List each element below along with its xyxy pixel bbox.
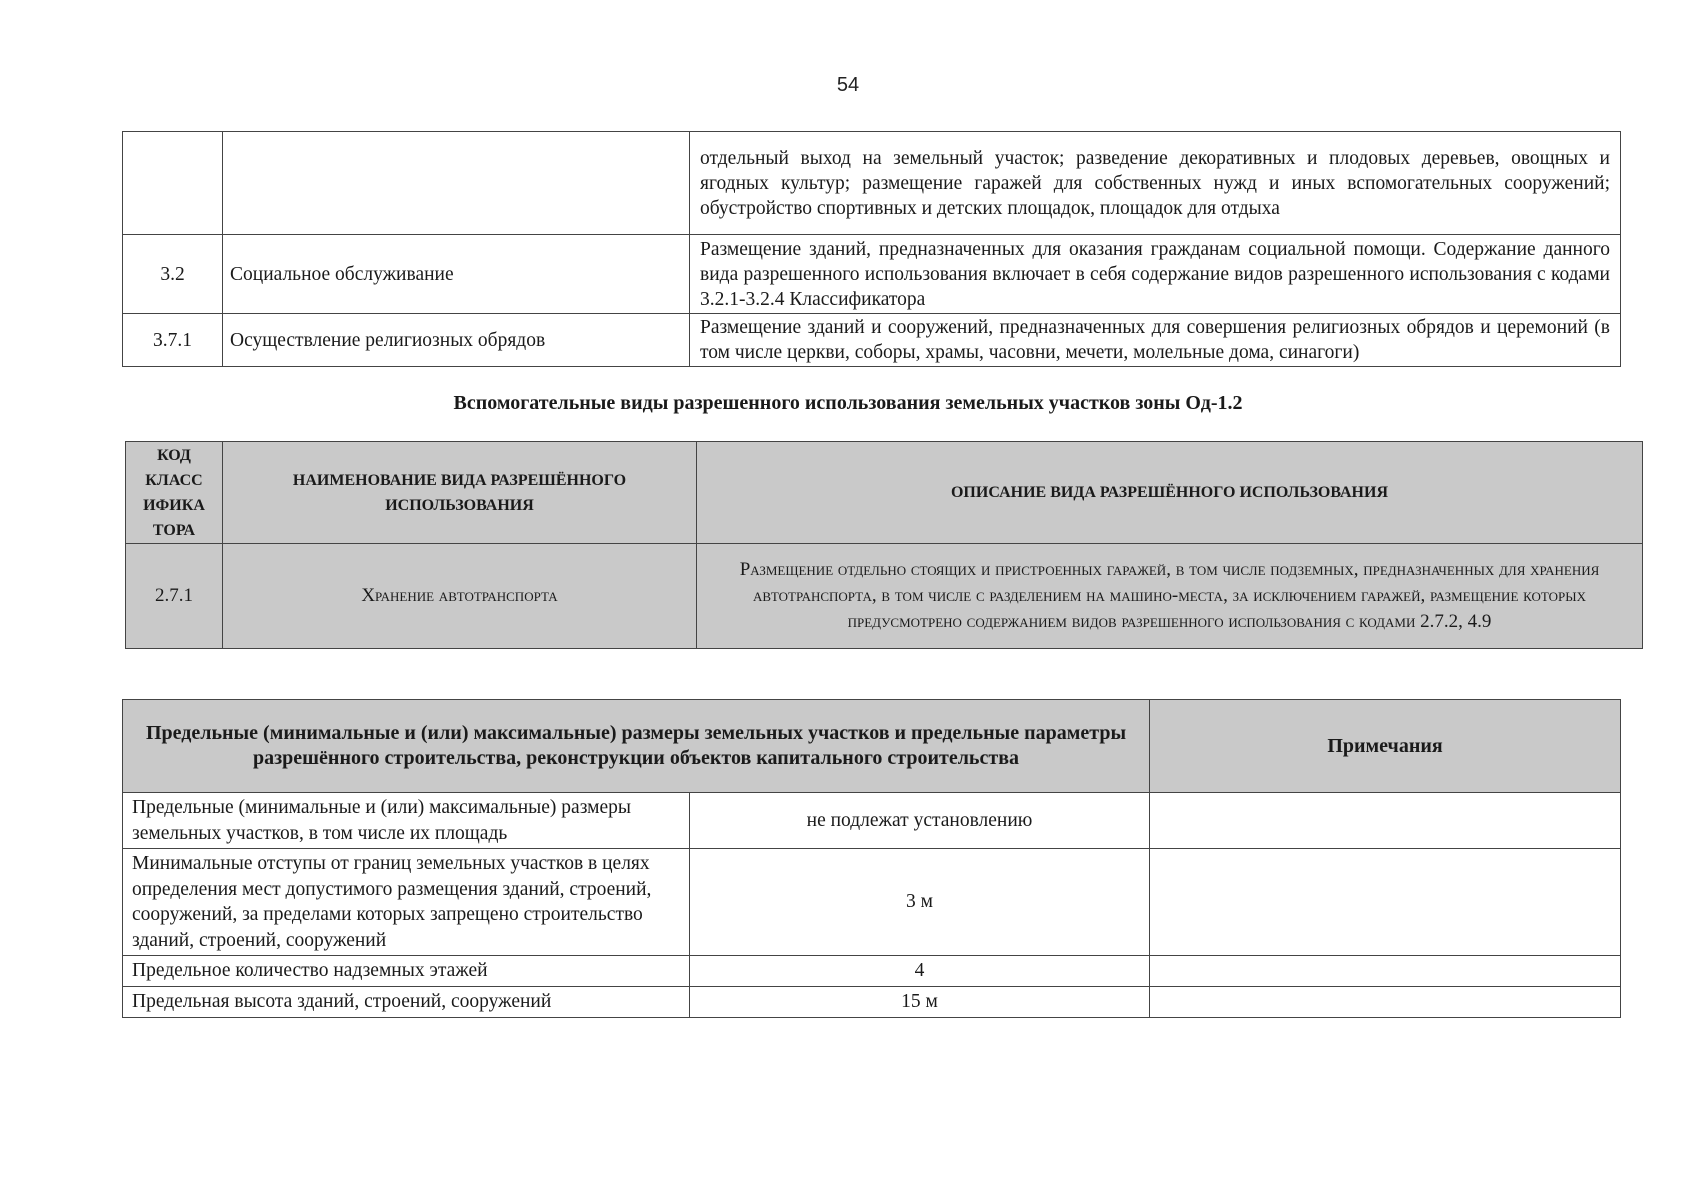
name-cell: Хранение автотранспорта [223, 544, 697, 649]
name-cell [223, 132, 690, 235]
description-cell: отдельный выход на земельный участок; разведение декоративных и плодовых деревьев, овощных и ягодных культур; размещение гаражей для собственных нужд и иных вспомогательных сооружений; обустройство спортивных и детских площадок, площадок для отдыха [690, 132, 1621, 235]
table-row [123, 314, 1621, 367]
name-cell: Осуществление религиозных обрядов [223, 314, 690, 367]
parameter-note [1150, 986, 1621, 1017]
description-cell: Размещение зданий, предназначенных для оказания гражданам социальной помощи. Содержание данного вида разрешенного использования включает в себя содержание видов разрешенного использования с кодами 3.2.1-3.2.4 Классификатора [690, 235, 1621, 314]
permitted-uses-table-continued [122, 131, 1621, 367]
table-row [123, 132, 1621, 235]
table-row [123, 235, 1621, 314]
table-row [123, 793, 1621, 849]
parameter-label: Предельная высота зданий, строений, сооружений [123, 986, 690, 1017]
parameter-label: Минимальные отступы от границ земельных участков в целях определения мест допустимого размещения зданий, строений, сооружений, за пределами которых запрещено строительство зданий, строений, сооружений [123, 849, 690, 956]
code-cell: 2.7.1 [126, 544, 223, 649]
auxiliary-uses-table [125, 441, 1643, 649]
page-number: 54 [836, 74, 860, 96]
header-code: КОД КЛАСС ИФИКА ТОРА [126, 442, 223, 544]
header-notes: Примечания [1150, 700, 1621, 793]
section-title: Вспомогательные виды разрешенного использования земельных участков зоны Од-1.2 [453, 392, 1243, 414]
table-row [123, 956, 1621, 987]
code-cell [123, 132, 223, 235]
limit-parameters-table [122, 699, 1621, 1018]
table-row [123, 849, 1621, 956]
table-header-row [126, 442, 1643, 544]
header-name: НАИМЕНОВАНИЕ ВИДА РАЗРЕШЁННОГО ИСПОЛЬЗОВАНИЯ [223, 442, 697, 544]
parameter-note [1150, 956, 1621, 987]
name-cell: Социальное обслуживание [223, 235, 690, 314]
parameter-note [1150, 849, 1621, 956]
header-parameters: Предельные (минимальные и (или) максимальные) размеры земельных участков и предельные параметры разрешённого строительства, реконструкции объектов капитального строительства [123, 700, 1150, 793]
parameter-value: 3 м [690, 849, 1150, 956]
description-cell: Размещение отдельно стоящих и пристроенных гаражей, в том числе подземных, предназначенных для хранения автотранспорта, в том числе с разделением на машино-места, за исключением гаражей, размещение которых предусмотрено содержанием видов разрешенного использования с кодами 2.7.2, 4.9 [697, 544, 1643, 649]
code-cell: 3.2 [123, 235, 223, 314]
table-row [123, 986, 1621, 1017]
header-description: ОПИСАНИЕ ВИДА РАЗРЕШЁННОГО ИСПОЛЬЗОВАНИЯ [697, 442, 1643, 544]
parameter-value: 4 [690, 956, 1150, 987]
description-cell: Размещение зданий и сооружений, предназначенных для совершения религиозных обрядов и церемоний (в том числе церкви, соборы, храмы, часовни, мечети, молельные дома, синагоги) [690, 314, 1621, 367]
parameter-label: Предельные (минимальные и (или) максимальные) размеры земельных участков, в том числе их площадь [123, 793, 690, 849]
parameter-label: Предельное количество надземных этажей [123, 956, 690, 987]
table-header-row [123, 700, 1621, 793]
parameter-note [1150, 793, 1621, 849]
parameter-value: не подлежат установлению [690, 793, 1150, 849]
parameter-value: 15 м [690, 986, 1150, 1017]
code-cell: 3.7.1 [123, 314, 223, 367]
table-row [126, 544, 1643, 649]
